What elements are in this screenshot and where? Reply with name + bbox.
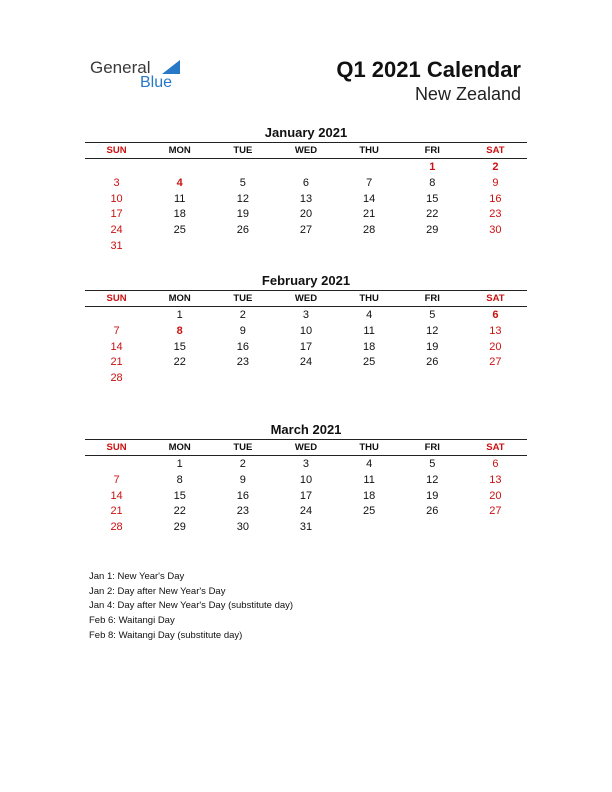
day-cell: 26 [426, 505, 439, 518]
empty-cell [338, 160, 401, 176]
day-cell: 27 [489, 505, 502, 518]
day-cell: 5 [429, 458, 436, 470]
day-grid [85, 457, 527, 536]
day-cell: 22 [426, 208, 439, 221]
day-cell: 7 [366, 176, 373, 189]
day-cell: 8 [429, 176, 436, 189]
day-cell: 17 [110, 208, 123, 221]
weekday-header-row [85, 440, 527, 455]
day-cell: 18 [173, 208, 186, 221]
weekday-header: WED [294, 442, 318, 453]
day-cell: 24 [110, 224, 123, 237]
day-cell: 19 [426, 489, 439, 502]
divider [85, 306, 527, 307]
weekday-header: MON [168, 293, 191, 304]
day-cell: 12 [426, 473, 439, 486]
day-cell: 19 [426, 340, 439, 353]
empty-cell [464, 239, 527, 255]
day-cell: 3 [302, 309, 310, 321]
weekday-header: FRI [424, 293, 440, 304]
empty-cell [85, 457, 148, 473]
day-cell: 24 [299, 505, 313, 518]
day-cell: 3 [113, 176, 120, 189]
day-cell: 21 [363, 208, 376, 221]
day-cell: 9 [239, 473, 246, 486]
day-cell: 10 [299, 473, 313, 486]
day-cell: 20 [299, 208, 313, 221]
month-title: January 2021 [264, 125, 348, 140]
day-cell: 15 [173, 340, 186, 353]
day-cell: 14 [363, 192, 376, 205]
day-cell: 22 [173, 505, 186, 518]
holiday-note: Jan 4: Day after New Year's Day (substitute day) [89, 600, 294, 612]
empty-cell [211, 371, 274, 387]
day-cell: 1 [176, 309, 183, 321]
empty-cell [85, 308, 148, 324]
logo-text-general: General [90, 58, 151, 77]
day-cell: 23 [489, 208, 502, 221]
logo-triangle-icon [162, 60, 180, 74]
holiday-note: Feb 8: Waitangi Day (substitute day) [89, 629, 243, 641]
day-cell: 25 [173, 224, 186, 237]
day-cell: 26 [236, 224, 249, 237]
day-cell: 11 [174, 192, 186, 205]
day-cell: 5 [239, 176, 246, 189]
holiday-note: Jan 2: Day after New Year's Day [89, 585, 226, 597]
empty-cell [148, 160, 211, 176]
empty-cell [338, 239, 401, 255]
empty-cell [274, 239, 337, 255]
weekday-header: SUN [106, 442, 127, 453]
day-cell: 18 [363, 340, 376, 353]
day-cell: 28 [110, 372, 123, 385]
holiday-note: Feb 6: Waitangi Day [89, 615, 175, 627]
day-cell: 20 [489, 340, 502, 353]
day-cell: 6 [492, 309, 499, 321]
weekday-header: WED [294, 293, 318, 304]
month-title: February 2021 [261, 273, 351, 288]
weekday-header: SAT [486, 145, 505, 156]
day-cell: 21 [110, 356, 123, 369]
day-cell: 26 [426, 356, 439, 369]
day-cell: 30 [236, 521, 249, 534]
weekday-header: TUE [233, 293, 253, 304]
day-cell: 14 [110, 489, 123, 502]
day-cell: 25 [363, 505, 376, 518]
day-cell: 31 [299, 521, 313, 534]
day-cell: 5 [429, 309, 436, 321]
day-cell: 19 [236, 208, 249, 221]
empty-cell [211, 239, 274, 255]
weekday-header: TUE [233, 442, 253, 453]
weekday-header-row [85, 291, 527, 306]
day-cell: 10 [299, 324, 313, 337]
day-cell: 24 [299, 356, 313, 369]
weekday-header: SUN [106, 293, 127, 304]
brand-logo [90, 58, 200, 94]
month-february [85, 272, 527, 387]
day-cell: 12 [426, 324, 439, 337]
empty-cell [148, 239, 211, 255]
day-cell: 7 [113, 473, 120, 486]
day-cell: 2 [239, 458, 246, 470]
weekday-header-row [85, 143, 527, 158]
day-cell: 27 [299, 224, 313, 237]
day-cell: 16 [489, 192, 502, 205]
day-cell: 30 [489, 224, 502, 237]
day-cell: 29 [426, 224, 439, 237]
day-cell: 4 [366, 309, 373, 321]
empty-cell [338, 520, 401, 536]
day-cell: 9 [492, 176, 499, 189]
day-cell: 9 [239, 324, 246, 337]
divider [85, 158, 527, 159]
day-cell: 14 [110, 340, 123, 353]
page-title: Q1 2021 Calendar [336, 57, 521, 82]
divider [85, 455, 527, 456]
day-cell: 13 [489, 324, 502, 337]
day-cell: 25 [363, 356, 376, 369]
empty-cell [464, 520, 527, 536]
weekday-header: TUE [233, 145, 253, 156]
holiday-notes-list [89, 570, 293, 644]
day-cell: 21 [110, 505, 123, 518]
weekday-header: THU [359, 442, 379, 453]
day-cell: 22 [173, 356, 186, 369]
day-cell: 3 [302, 458, 310, 470]
empty-cell [401, 239, 464, 255]
day-cell: 15 [173, 489, 186, 502]
empty-cell [464, 371, 527, 387]
day-cell: 28 [110, 521, 123, 534]
empty-cell [211, 160, 274, 176]
weekday-header: SUN [106, 145, 127, 156]
month-march [85, 421, 527, 536]
month-title: March 2021 [270, 422, 342, 437]
weekday-header: THU [359, 293, 379, 304]
page-subtitle: New Zealand [414, 84, 521, 104]
day-cell: 10 [110, 192, 123, 205]
day-grid [85, 160, 527, 255]
day-cell: 17 [299, 489, 313, 502]
day-cell: 16 [236, 489, 249, 502]
day-cell: 7 [113, 324, 120, 337]
weekday-header: MON [168, 145, 191, 156]
weekday-header: FRI [424, 145, 440, 156]
day-cell: 8 [176, 473, 183, 486]
day-grid [85, 308, 527, 387]
day-cell: 11 [363, 324, 375, 337]
day-cell: 28 [363, 224, 376, 237]
day-cell: 27 [489, 356, 502, 369]
weekday-header: FRI [424, 442, 440, 453]
empty-cell [338, 371, 401, 387]
empty-cell [274, 160, 337, 176]
day-cell: 12 [236, 192, 249, 205]
day-cell: 16 [236, 340, 249, 353]
day-cell: 18 [363, 489, 376, 502]
day-cell: 29 [173, 521, 186, 534]
day-cell: 13 [489, 473, 502, 486]
weekday-header: WED [294, 145, 318, 156]
day-cell: 1 [176, 458, 183, 470]
day-cell: 23 [236, 356, 249, 369]
day-cell: 15 [426, 192, 439, 205]
day-cell: 1 [429, 161, 436, 173]
holiday-note: Jan 1: New Year's Day [89, 571, 185, 582]
day-cell: 2 [492, 161, 499, 173]
day-cell: 4 [176, 176, 183, 189]
empty-cell [274, 371, 337, 387]
empty-cell [85, 160, 148, 176]
empty-cell [401, 520, 464, 536]
weekday-header: MON [168, 442, 191, 453]
empty-cell [401, 371, 464, 387]
day-cell: 17 [299, 340, 313, 353]
empty-cell [148, 371, 211, 387]
day-cell: 11 [363, 473, 375, 486]
day-cell: 23 [236, 505, 249, 518]
weekday-header: SAT [486, 293, 505, 304]
day-cell: 6 [302, 176, 310, 189]
day-cell: 20 [489, 489, 502, 502]
day-cell: 6 [492, 458, 499, 470]
day-cell: 31 [110, 239, 123, 252]
day-cell: 2 [239, 309, 246, 321]
day-cell: 8 [176, 324, 183, 337]
day-cell: 4 [366, 458, 373, 470]
month-january [85, 124, 527, 255]
day-cell: 13 [299, 192, 313, 205]
weekday-header: THU [359, 145, 379, 156]
logo-text-blue: Blue [140, 74, 173, 91]
weekday-header: SAT [486, 442, 505, 453]
